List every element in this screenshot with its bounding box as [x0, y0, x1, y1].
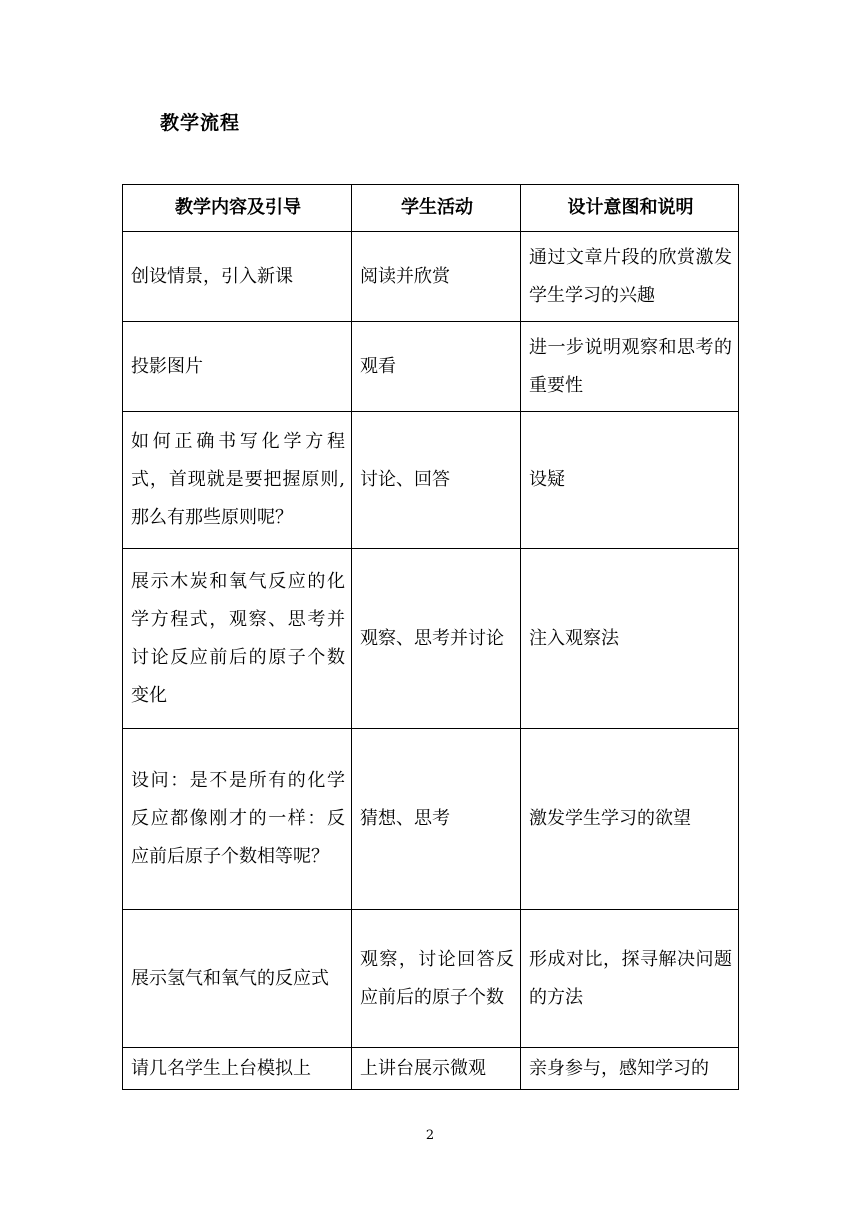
table-row — [123, 910, 739, 1048]
cell-content: 设问：是不是所有的化学反应都像刚才的一样：反应前后原子个数相等呢？ — [123, 729, 352, 910]
table-row — [123, 322, 739, 412]
cell-activity: 观察、思考并讨论 — [352, 549, 521, 729]
cell-intent: 亲身参与，感知学习的 — [521, 1048, 739, 1090]
cell-content: 创设情景，引入新课 — [123, 232, 352, 322]
teaching-flow-table — [122, 184, 739, 1090]
cell-content: 展示氢气和氧气的反应式 — [123, 910, 352, 1048]
table-row — [123, 549, 739, 729]
header-student-activity: 学生活动 — [352, 185, 521, 232]
table-row — [123, 729, 739, 910]
cell-intent: 注入观察法 — [521, 549, 739, 729]
cell-intent: 通过文章片段的欣赏激发学生学习的兴趣 — [521, 232, 739, 322]
cell-activity: 上讲台展示微观 — [352, 1048, 521, 1090]
cell-content: 如何正确书写化学方程式，首现就是要把握原则,那么有那些原则呢？ — [123, 412, 352, 549]
cell-content: 投影图片 — [123, 322, 352, 412]
section-heading: 教学流程 — [160, 112, 241, 134]
cell-intent: 设疑 — [521, 412, 739, 549]
table-header-row — [123, 185, 739, 232]
cell-intent: 激发学生学习的欲望 — [521, 729, 739, 910]
cell-content: 请几名学生上台模拟上 — [123, 1048, 352, 1090]
cell-intent: 形成对比，探寻解决问题的方法 — [521, 910, 739, 1048]
cell-activity: 观看 — [352, 322, 521, 412]
cell-intent: 进一步说明观察和思考的重要性 — [521, 322, 739, 412]
page-number: 2 — [425, 1128, 435, 1143]
cell-activity: 猜想、思考 — [352, 729, 521, 910]
cell-activity: 观察，讨论回答反应前后的原子个数 — [352, 910, 521, 1048]
header-design-intent: 设计意图和说明 — [521, 185, 739, 232]
header-content: 教学内容及引导 — [123, 185, 352, 232]
cell-content: 展示木炭和氧气反应的化学方程式，观察、思考并讨论反应前后的原子个数变化 — [123, 549, 352, 729]
table-row — [123, 1048, 739, 1090]
cell-activity: 阅读并欣赏 — [352, 232, 521, 322]
table-row — [123, 232, 739, 322]
cell-activity: 讨论、回答 — [352, 412, 521, 549]
table-row — [123, 412, 739, 549]
